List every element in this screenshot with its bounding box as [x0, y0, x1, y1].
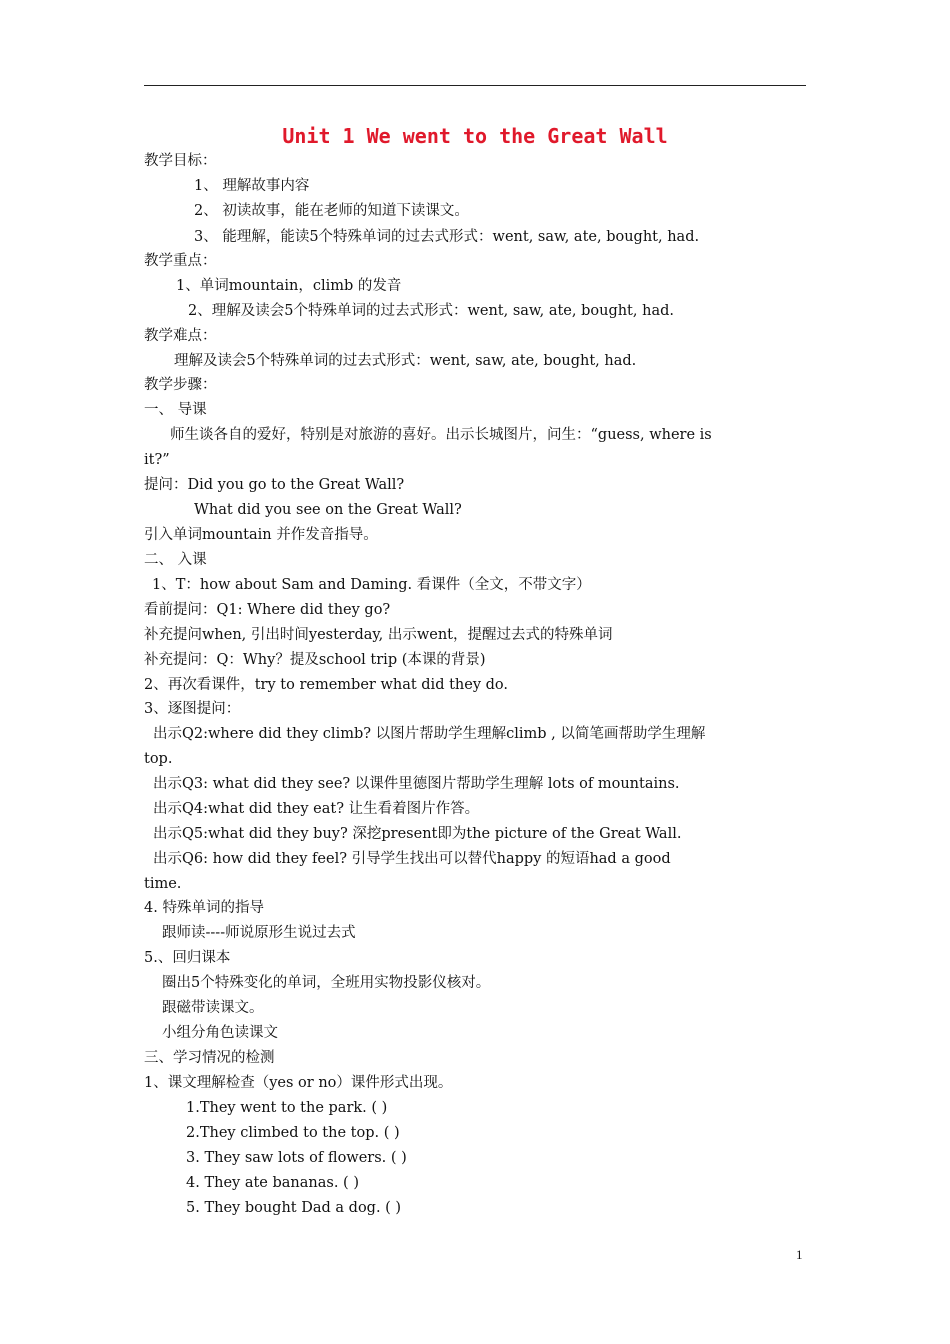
page-number: 1 [796, 1247, 803, 1262]
step-1-question-2: What did you see on the Great Wall? [194, 502, 462, 518]
step-2-pre-question: 看前提问：Q1: Where did they go? [144, 602, 391, 618]
quiz-item-2: 2.They climbed to the top. ( ) [186, 1125, 400, 1141]
step-2-q4: 出示Q4:what did they eat? 让生看着图片作答。 [153, 801, 480, 817]
step-2-item-5-detail-2: 跟磁带读课文。 [162, 1000, 264, 1016]
step-2-extra-question-1: 补充提问when, 引出时间yesterday, 出示went，提醒过去式的特殊单词 [144, 627, 613, 643]
step-1-paragraph-cont: it?” [144, 452, 170, 468]
step-2-q6-cont: time. [144, 876, 182, 892]
objective-item-1: 1、 理解故事内容 [194, 178, 310, 194]
step-2-item-1: 1、T：how about Sam and Daming. 看课件（全文，不带文字） [152, 577, 591, 593]
step-2-q2-cont: top. [144, 751, 173, 767]
quiz-item-1: 1.They went to the park. ( ) [186, 1100, 388, 1116]
key-point-1: 1、单词mountain，climb 的发音 [176, 278, 402, 294]
step-3-item-1: 1、课文理解检查（yes or no）课件形式出现。 [144, 1075, 453, 1091]
step-2-item-5: 5.、回归课本 [144, 950, 231, 966]
section-heading-difficulties: 教学难点： [144, 328, 217, 344]
quiz-item-3: 3. They saw lots of flowers. ( ) [186, 1150, 407, 1166]
step-heading-1: 一、 导课 [144, 402, 207, 418]
section-heading-steps: 教学步骤： [144, 377, 217, 393]
step-2-q5: 出示Q5:what did they buy? 深挖present即为the picture of the Great Wall. [153, 826, 682, 842]
step-2-q6: 出示Q6: how did they feel? 引导学生找出可以替代happy 的短语had a good [153, 851, 671, 867]
step-2-item-5-detail-3: 小组分角色读课文 [162, 1025, 278, 1041]
header-rule [144, 85, 806, 86]
quiz-item-5: 5. They bought Dad a dog. ( ) [186, 1200, 402, 1216]
section-heading-objectives: 教学目标： [144, 153, 217, 169]
step-2-item-5-detail-1: 圈出5个特殊变化的单词，全班用实物投影仪核对。 [162, 975, 491, 991]
step-2-item-4: 4. 特殊单词的指导 [144, 900, 264, 916]
document-title: Unit 1 We went to the Great Wall [282, 124, 668, 148]
section-heading-key-points: 教学重点： [144, 253, 217, 269]
step-1-word-intro: 引入单词mountain 并作发音指导。 [144, 527, 378, 543]
quiz-item-4: 4. They ate bananas. ( ) [186, 1175, 359, 1191]
step-2-item-3: 3、逐图提问： [144, 701, 241, 717]
step-1-paragraph: 师生谈各自的爱好，特别是对旅游的喜好。出示长城图片，问生：“guess, where is [170, 427, 712, 443]
step-2-q3: 出示Q3: what did they see? 以课件里德图片帮助学生理解 lots of mountains. [153, 776, 680, 792]
step-2-q2: 出示Q2:where did they climb? 以图片帮助学生理解climb , 以简笔画帮助学生理解 [153, 726, 706, 742]
step-heading-2: 二、 入课 [144, 552, 207, 568]
objective-item-3: 3、 能理解，能读5个特殊单词的过去式形式：went, saw, ate, bought, had. [194, 229, 700, 245]
step-2-item-4-detail: 跟师读----师说原形生说过去式 [162, 925, 356, 941]
step-2-extra-question-2: 补充提问：Q：Why？提及school trip (本课的背景) [144, 652, 486, 668]
step-1-question-1: 提问：Did you go to the Great Wall? [144, 477, 405, 493]
step-2-item-2: 2、再次看课件，try to remember what did they do. [144, 677, 509, 693]
key-point-2: 2、理解及读会5个特殊单词的过去式形式：went, saw, ate, bought, had. [188, 303, 674, 319]
objective-item-2: 2、 初读故事，能在老师的知道下读课文。 [194, 203, 469, 219]
step-heading-3: 三、学习情况的检测 [144, 1050, 275, 1066]
difficulty-text: 理解及读会5个特殊单词的过去式形式：went, saw, ate, bought, had. [174, 353, 637, 369]
